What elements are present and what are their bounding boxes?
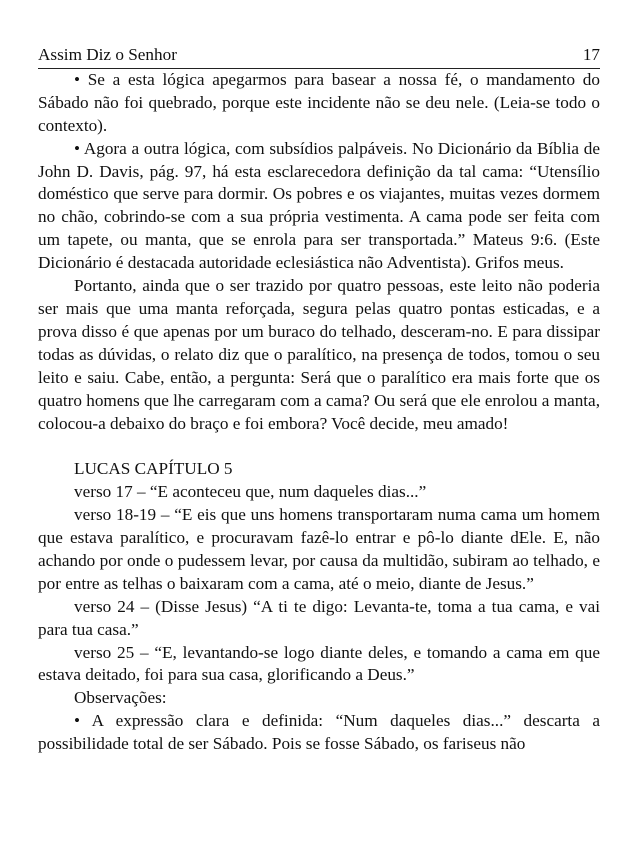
page-number: 17 xyxy=(582,45,600,64)
verse-quote: verso 25 – “E, levantando-se logo diante deles, e tomando a cama em que estava deitado, foi para sua casa, glorificando a Deus.” xyxy=(38,642,600,685)
section-heading: LUCAS CAPÍTULO 5 xyxy=(74,459,233,479)
verse-quote: verso 17 – “E aconteceu que, num daqueles dias...” xyxy=(74,482,427,502)
section-spacer xyxy=(38,435,600,458)
observations-label: Observações: xyxy=(74,688,167,708)
book-page xyxy=(38,44,600,756)
running-header-title: Assim Diz o Senhor xyxy=(38,45,177,64)
observation-item: • A expressão clara e definida: “Num daqueles dias...” descarta a possibilidade total de ser Sábado. Pois se fosse Sábado, os fariseus não xyxy=(38,711,600,754)
paragraph: Portanto, ainda que o ser trazido por quatro pessoas, este leito não poderia ser mais que uma manta reforçada, segura pelas quatro pontas esticadas, e a prova disso é que apenas por um buraco do telhado, desceram-no. E para dissipar todas as dúvidas, o relato diz que o paralítico, na presença de todos, tomou o seu leito e saiu. Cabe, então, a pergunta: Será que o paralítico era mais forte que os quatro homens que lhe carregaram com a cama? Ou será que ele enrolou a manta, colocou-a debaixo do braço e foi embora? Você decide, meu amado! xyxy=(38,276,600,433)
paragraph: • Agora a outra lógica, com subsídios palpáveis. No Dicionário da Bíblia de John D. Davis, pág. 97, há esta esclarecedora definição da tal cama: “Utensílio doméstico que serve para dormir. Os pobres e os viajantes, muitas vezes dormem no chão, cobrindo-se com a sua própria vestimenta. A cama pode ser feita com um tapete, ou manta, que se enrola para ser transportada.” Mateus 9:6. (Este Dicionário é destacada autoridade eclesiástica não Adventista). Grifos meus. xyxy=(38,138,600,273)
running-header xyxy=(38,44,600,69)
verse-quote: verso 18-19 – “E eis que uns homens transportaram numa cama um homem que estava paralítico, e procuravam fazê-lo entrar e pô-lo diante dEle. E, não achando por onde o pudessem levar, por causa da multidão, subiram ao telhado, e por entre as telhas o baixaram com a cama, até o meio, diante de Jesus.” xyxy=(38,505,600,593)
paragraph: • Se a esta lógica apegarmos para basear a nossa fé, o mandamento do Sábado não foi quebrado, porque este incidente não se deu nele. (Leia-se todo o contexto). xyxy=(38,69,600,135)
verse-quote: verso 24 – (Disse Jesus) “A ti te digo: Levanta-te, toma a tua cama, e vai para tua casa.” xyxy=(38,596,600,639)
